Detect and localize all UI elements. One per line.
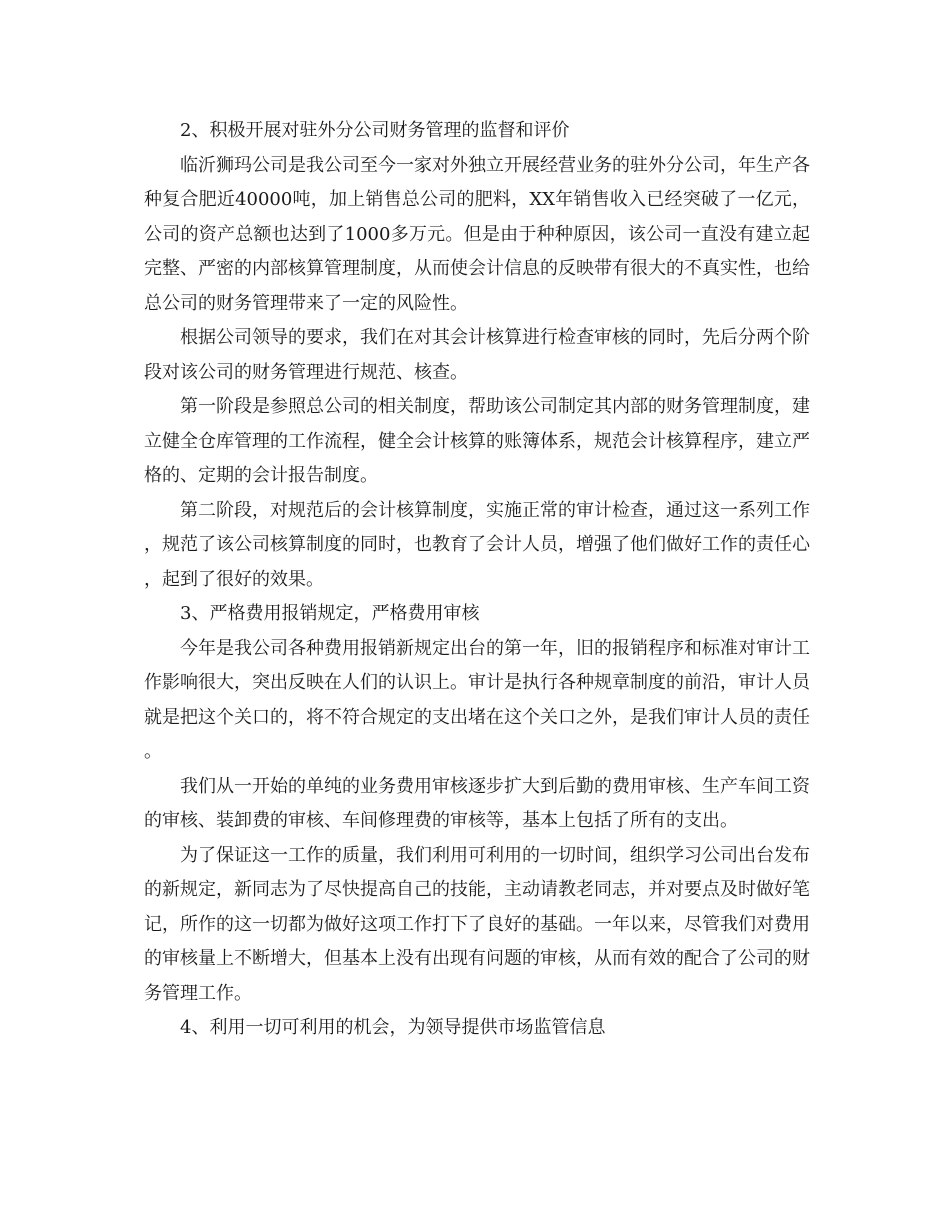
section-heading-4: 4、利用一切可利用的机会，为领导提供市场监管信息: [180, 1017, 606, 1038]
document-body: [144, 114, 810, 1046]
paragraph: 根据公司领导的要求，我们在对其会计核算进行检查审核的同时，先后分两个阶段对该公司的财务管理进行规范、核查。: [144, 327, 810, 383]
paragraph: 我们从一开始的单纯的业务费用审核逐步扩大到后勤的费用审核、生产车间工资的审核、装卸费的审核、车间修理费的审核等，基本上包括了所有的支出。: [144, 775, 810, 831]
section-heading-2: 2、积极开展对驻外分公司财务管理的监督和评价: [180, 120, 570, 141]
section-heading-3: 3、严格费用报销规定，严格费用审核: [180, 603, 480, 624]
paragraph: 为了保证这一工作的质量，我们利用可利用的一切时间，组织学习公司出台发布的新规定，新同志为了尽快提高自己的技能，主动请教老同志，并对要点及时做好笔记，所作的这一切都为做好这项工作打下了良好的基础。一年以来，尽管我们对费用的审核量上不断增大，但基本上没有出现有问题的审核，从而有效的配合了公司的财务管理工作。: [144, 844, 810, 1004]
paragraph: 第一阶段是参照总公司的相关制度，帮助该公司制定其内部的财务管理制度，建立健全仓库管理的工作流程，健全会计核算的账簿体系，规范会计核算程序，建立严格的、定期的会计报告制度。: [144, 396, 810, 486]
paragraph: 第二阶段，对规范后的会计核算制度，实施正常的审计检查，通过这一系列工作，规范了该公司核算制度的同时，也教育了会计人员，增强了他们做好工作的责任心，起到了很好的效果。: [144, 499, 810, 590]
paragraph: 今年是我公司各种费用报销新规定出台的第一年，旧的报销程序和标准对审计工作影响很大，突出反映在人们的认识上。审计是执行各种规章制度的前沿，审计人员就是把这个关口的，将不符合规定的支出堵在这个关口之外，是我们审计人员的责任。: [144, 637, 810, 762]
paragraph: 临沂狮玛公司是我公司至今一家对外独立开展经营业务的驻外分公司，年生产各种复合肥近40000吨，加上销售总公司的肥料，XX年销售收入已经突破了一亿元，公司的资产总额也达到了1000多万元。但是由于种种原因，该公司一直没有建立起完整、严密的内部核算管理制度，从而使会计信息的反映带有很大的不真实性，也给总公司的财务管理带来了一定的风险性。: [144, 154, 810, 314]
